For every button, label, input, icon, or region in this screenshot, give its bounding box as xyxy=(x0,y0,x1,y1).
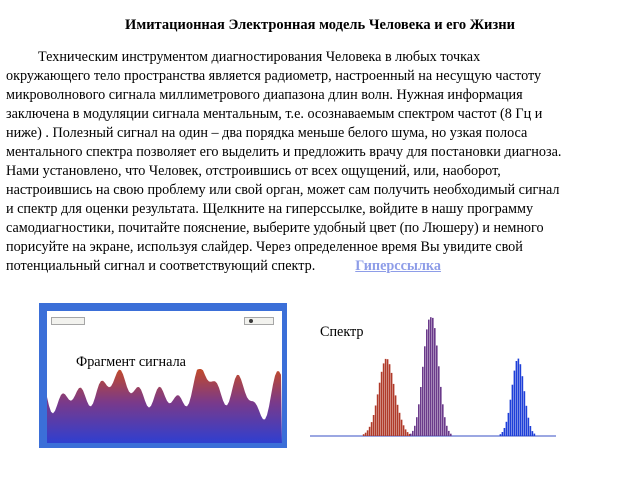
paragraph-line: настроившись на свою проблему или свой орган, может сам получить необходимый сигнал xyxy=(6,182,560,198)
spectrum-bar xyxy=(450,434,452,436)
spectrum-bar xyxy=(410,434,412,436)
spectrum-bar xyxy=(518,359,520,436)
spectrum-bar xyxy=(379,383,381,436)
spectrum-bar xyxy=(424,346,426,436)
spectrum-bar xyxy=(371,422,373,436)
spectrum-bar xyxy=(420,387,422,436)
spectrum-bar xyxy=(401,420,403,436)
spectrum-bar xyxy=(526,406,528,436)
spectrum-bar xyxy=(434,328,436,436)
paragraph-line: микроволнового сигнала миллиметрового диапазона длин волн. Нужная информация xyxy=(6,87,523,103)
spectrum-bar xyxy=(389,364,391,436)
spectrum-bar xyxy=(524,391,526,436)
paragraph-line-last xyxy=(6,257,634,276)
spectrum-bar xyxy=(405,429,407,436)
spectrum-bar xyxy=(426,329,428,436)
spectrum-bar xyxy=(365,433,367,436)
spectrum-bar xyxy=(367,430,369,436)
paragraph-line: ниже) . Полезный сигнал на один – два порядка меньше белого шума, но узкая полоса xyxy=(6,125,528,141)
spectrum-bar xyxy=(387,359,389,436)
spectrum-peak-red xyxy=(363,359,411,436)
spectrum-bar xyxy=(506,422,508,436)
spectrum-bar xyxy=(375,406,377,437)
spectrum-bar xyxy=(516,361,518,436)
spectrum-bar xyxy=(403,425,405,436)
spectrum-bar xyxy=(502,432,504,436)
paragraph-line-text: потенциальный сигнал и соответствующий спектр. xyxy=(6,258,316,274)
paragraph-line: заключена в модуляции сигнала ментальным, т.е. осознаваемым спектром частот (8 Гц и xyxy=(6,106,543,122)
description-paragraph xyxy=(6,48,634,276)
spectrum-bar xyxy=(416,417,418,436)
paragraph-line: порисуйте на экране, используя слайдер. Через определенное время Вы увидите свой xyxy=(6,239,523,255)
window-slider-button[interactable] xyxy=(244,317,274,325)
spectrum-bar xyxy=(393,384,395,436)
spectrum-chart xyxy=(308,300,558,442)
spectrum-bar xyxy=(381,372,383,436)
signal-waveform xyxy=(47,363,282,443)
paragraph-line: Нами установлено, что Человек, отстроившись от всех ощущений, или, наоборот, xyxy=(6,163,501,179)
spectrum-bar xyxy=(446,426,448,436)
spectrum-bar xyxy=(414,426,416,436)
spectrum-bar xyxy=(440,387,442,436)
spectrum-bar xyxy=(377,394,379,436)
spectrum-bar xyxy=(438,366,440,436)
spectrum-bar xyxy=(399,413,401,436)
spectrum-bar xyxy=(510,400,512,436)
page-title: Имитационная Электронная модель Человека и его Жизни xyxy=(125,17,515,33)
spectrum-bar xyxy=(444,417,446,436)
spectrum-bar xyxy=(532,431,534,436)
spectrum-bar xyxy=(528,418,530,436)
spectrum-bar xyxy=(520,364,522,436)
spectrum-bar xyxy=(363,434,365,436)
signal-wave-fill xyxy=(47,369,282,443)
spectrum-bar xyxy=(508,413,510,436)
spectrum-bar xyxy=(448,431,450,436)
spectrum-bar xyxy=(530,426,532,436)
paragraph-line: Техническим инструментом диагностирования Человека в любых точках xyxy=(38,49,481,65)
spectrum-bar xyxy=(522,376,524,436)
spectrum-bar xyxy=(514,371,516,436)
spectrum-bar xyxy=(430,317,432,436)
spectrum-bar xyxy=(504,428,506,436)
spectrum-bar xyxy=(442,404,444,436)
spectrum-bar xyxy=(395,395,397,436)
spectrum-bar xyxy=(397,405,399,436)
spectrum-label: Спектр xyxy=(320,324,364,340)
signal-window-canvas xyxy=(47,311,282,443)
spectrum-bar xyxy=(385,359,387,436)
spectrum-bar xyxy=(534,434,536,436)
spectrum-bar xyxy=(512,385,514,436)
spectrum-bar xyxy=(428,320,430,436)
spectrum-peak-purple xyxy=(410,317,452,436)
spectrum-bar xyxy=(432,318,434,436)
spectrum-bar xyxy=(500,434,502,436)
spectrum-bar xyxy=(412,431,414,436)
paragraph-line: ментального спектра позволяет его выделить и предложить врачу для постановки диагноза. xyxy=(6,144,562,160)
window-button-left[interactable] xyxy=(51,317,85,325)
spectrum-peak-blue xyxy=(500,359,536,436)
spectrum-bar xyxy=(436,346,438,437)
spectrum-bar xyxy=(369,427,371,436)
paragraph-line: и спектр для оценки результата. Щелкните на гиперссылке, войдите в нашу программу xyxy=(6,201,534,217)
spectrum-bar xyxy=(422,367,424,436)
spectrum-bar xyxy=(407,432,409,436)
spectrum-bar xyxy=(418,404,420,436)
signal-window xyxy=(39,303,287,448)
signal-fragment-label: Фрагмент сигнала xyxy=(76,354,186,370)
spectrum-bar xyxy=(383,363,385,436)
spectrum-bar xyxy=(373,415,375,436)
hyperlink[interactable]: Гиперссылка xyxy=(355,258,441,274)
paragraph-line: окружающего тело пространства является радиометр, настроенный на несущую частоту xyxy=(6,68,542,84)
spectrum-bar xyxy=(391,373,393,436)
paragraph-line: самодиагностики, почитайте пояснение, выберите удобный цвет (по Люшеру) и немного xyxy=(6,220,544,236)
